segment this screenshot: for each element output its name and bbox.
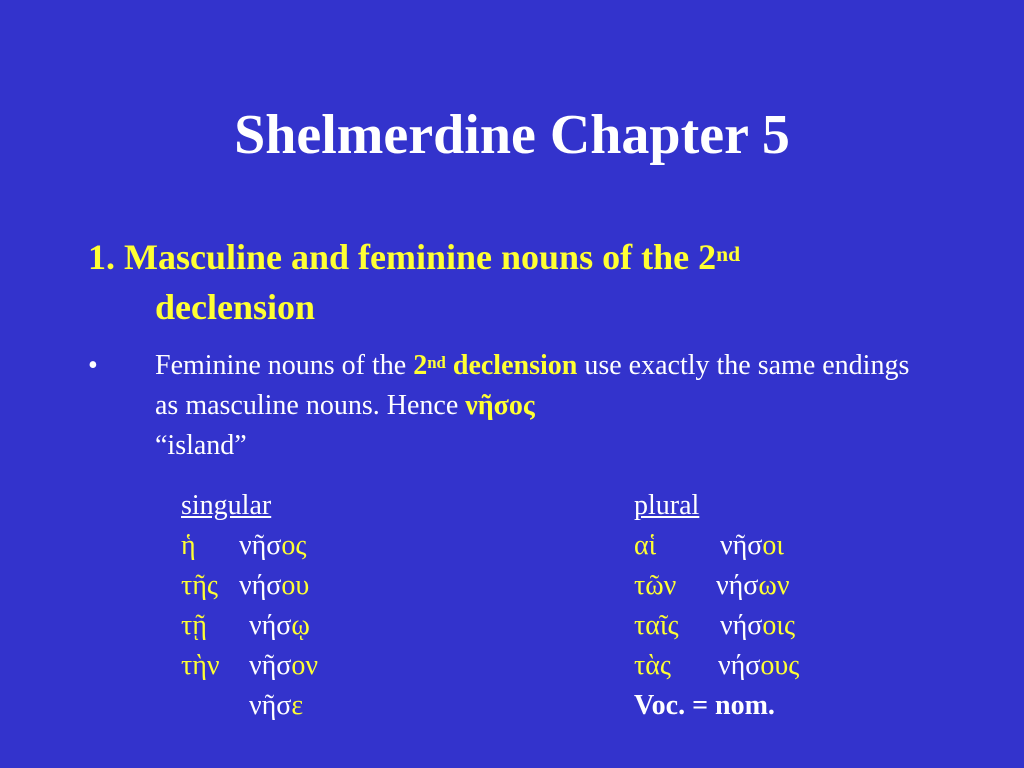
plural-row-acc: [634, 646, 799, 686]
ending: οις: [762, 610, 796, 641]
singular-row-dat: [181, 606, 318, 646]
stem: νῆσ: [239, 530, 282, 561]
ending: ων: [758, 570, 790, 601]
article: ταῖς: [634, 610, 679, 641]
bullet-marker: •: [88, 350, 98, 381]
stem: νῆσ: [249, 650, 292, 681]
ending: ῳ: [291, 610, 310, 641]
bullet-text-1: Feminine nouns of the: [155, 350, 414, 381]
stem: νῆσ: [720, 530, 763, 561]
heading-superscript: nd: [716, 241, 741, 266]
ending: ου: [281, 570, 310, 601]
article: τῶν: [634, 570, 677, 601]
gloss: “island”: [155, 430, 247, 461]
stem: νήσ: [239, 570, 282, 601]
greek-example: νῆσος: [465, 390, 535, 421]
section-heading: [88, 232, 968, 332]
singular-column: [181, 486, 318, 726]
slide-title: Shelmerdine Chapter 5: [234, 104, 790, 166]
article: τῇ: [181, 610, 207, 641]
article: τὰς: [634, 650, 672, 681]
singular-row-gen: [181, 566, 318, 606]
ending: ος: [281, 530, 307, 561]
stem: νήσ: [249, 610, 292, 641]
ending: ον: [291, 650, 319, 681]
singular-header: singular: [181, 490, 272, 521]
plural-row-dat: [634, 606, 799, 646]
singular-row-acc: [181, 646, 318, 686]
ending: οι: [762, 530, 784, 561]
heading-text: 1. Masculine and feminine nouns of the 2: [88, 237, 717, 277]
stem: νῆσ: [249, 690, 292, 721]
article: τῆς: [181, 570, 218, 601]
ending: ους: [760, 650, 800, 681]
declension-superscript: nd: [427, 353, 446, 373]
singular-row-voc: [181, 686, 318, 726]
stem: νήσ: [720, 610, 763, 641]
vocative-note: Voc. = nom.: [634, 690, 775, 721]
article: αἱ: [634, 530, 657, 561]
article: τὴν: [181, 650, 220, 681]
stem: νήσ: [716, 570, 759, 601]
ending: ε: [291, 690, 304, 721]
bullet-text-2: use exactly the same endings as masculine nouns. Hence: [155, 350, 910, 421]
bullet-text: [155, 346, 915, 466]
plural-header: plural: [634, 490, 700, 521]
declension-number: 2: [413, 350, 428, 381]
declension-word: declension: [445, 350, 578, 381]
plural-row-gen: [634, 566, 799, 606]
stem: νήσ: [718, 650, 761, 681]
plural-column: [634, 486, 799, 726]
declension-emphasis: [413, 350, 577, 381]
heading-line2: declension: [155, 287, 316, 327]
article: ἡ: [181, 530, 196, 561]
plural-row-nom: [634, 526, 799, 566]
singular-row-nom: [181, 526, 318, 566]
